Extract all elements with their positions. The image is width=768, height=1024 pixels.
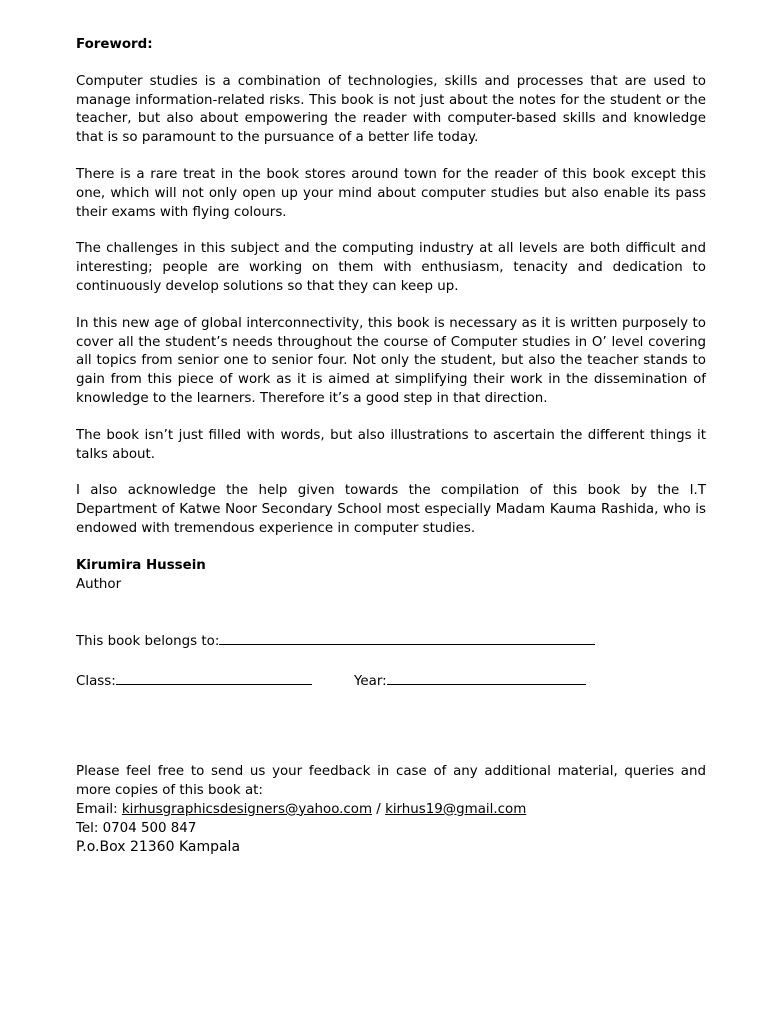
year-field [354,670,586,692]
year-label: Year: [354,674,387,690]
contact-section [76,763,706,857]
foreword-heading: Foreword: [76,37,153,52]
belongs-to-label: This book belongs to: [76,634,220,650]
po-box-address: P.o.Box 21360 Kampala [76,839,241,856]
foreword-paragraph-1: Computer studies is a combination of technologies, skills and processes that are used to manage information-related risks. This book is not just about the notes for the student or the teacher, but also about empowering the reader with computer-based skills and knowledge that is so paramount to the pursuance of a better life today. [76,73,706,146]
foreword-paragraph-6: I also acknowledge the help given towards the compilation of this book by the I.T Department of Katwe Noor Secondary School most especially Madam Kauma Rashida, who is endowed with tremendous experience in computer studies. [76,483,706,536]
class-field [76,674,312,689]
email-link-gmail[interactable]: kirhus19@gmail.com [385,801,527,817]
belongs-to-field [76,630,706,652]
email-link-yahoo[interactable]: kirhusgraphicsdesigners@yahoo.com [121,801,373,817]
foreword-paragraph-3: The challenges in this subject and the computing industry at all levels are both difficult and interesting; people are working on them with enthusiasm, tenacity and dedication to continuously develop solutions so that they can keep up. [76,241,706,294]
telephone-line: Tel: 0704 500 847 [76,820,197,836]
author-name: Kirumira Hussein [76,557,206,573]
feedback-text: Please feel free to send us your feedback in case of any additional material, queries and more copies of this book at: [76,764,706,798]
belongs-to-blank-line[interactable] [219,630,595,645]
author-role: Author [76,576,122,592]
year-blank-line[interactable] [387,670,586,685]
class-year-row [76,670,706,689]
email-line [76,801,706,820]
email-separator: / [372,801,386,817]
email-label: Email: [76,801,122,817]
class-label: Class: [76,674,116,690]
foreword-paragraph-4: In this new age of global interconnectivity, this book is necessary as it is written purposely to cover all the student’s needs throughout the course of Computer studies in O’ level covering all topics from senior one to senior four. Not only the student, but also the teacher stands to gain from this piece of work as it is aimed at simplifying their work in the dissemination of knowledge to the learners. Therefore it’s a good step in that direction. [76,315,706,406]
document-page [76,36,706,857]
class-blank-line[interactable] [116,670,312,685]
foreword-paragraph-2: There is a rare treat in the book stores around town for the reader of this book except this one, which will not only open up your mind about computer studies but also enable its pass their exams with flying colours. [76,166,706,220]
foreword-paragraph-5: The book isn’t just filled with words, but also illustrations to ascertain the different things it talks about. [76,427,706,462]
